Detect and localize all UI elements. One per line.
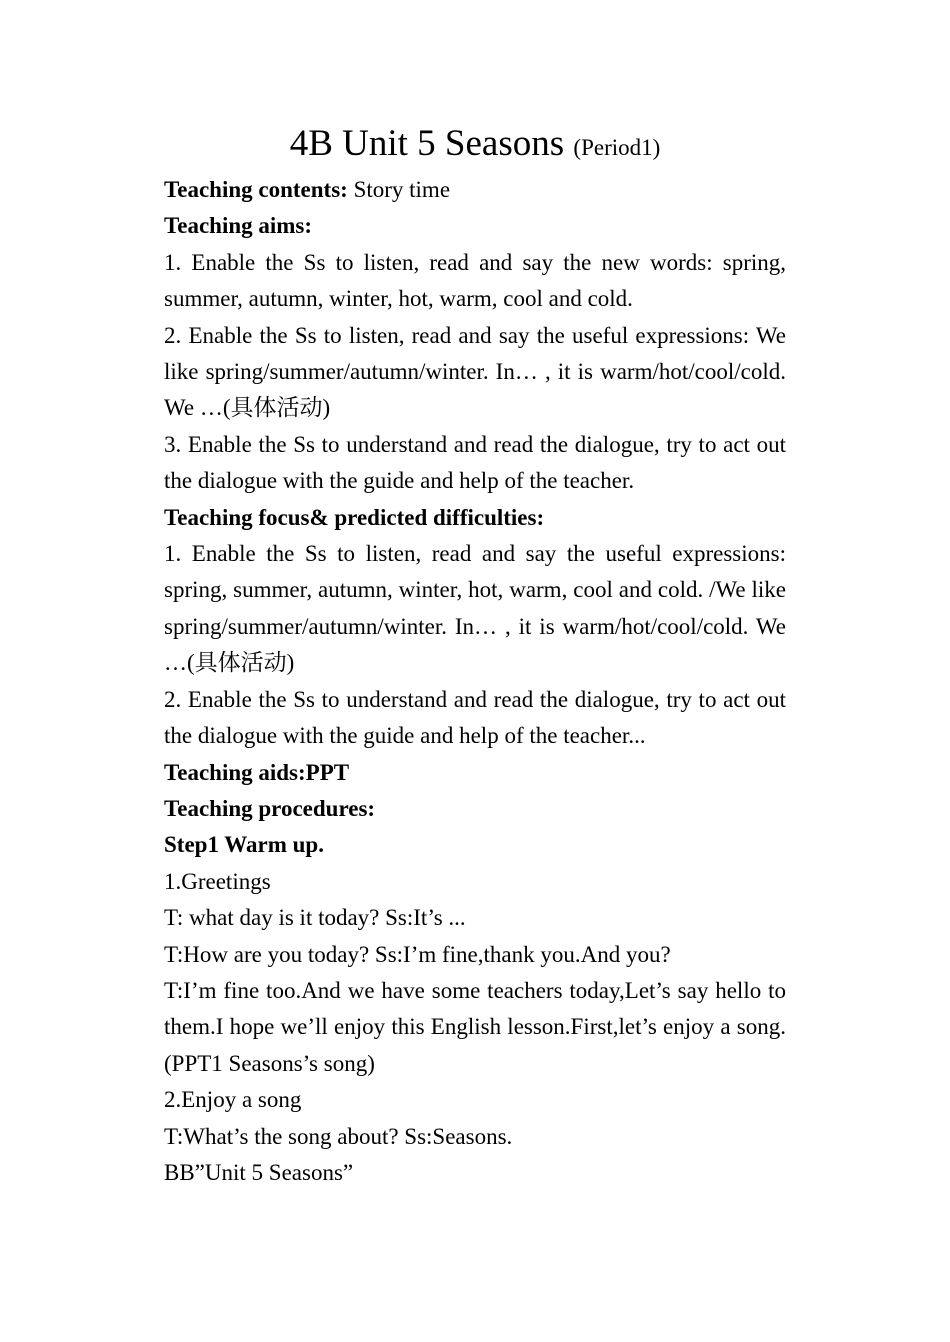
step1-line: BB”Unit 5 Seasons” — [164, 1159, 354, 1185]
teaching-aim-item: 3. Enable the Ss to understand and read the dialogue, try to act out the dialogue with the guide and help of the teacher. — [164, 431, 786, 494]
title-main: 4B Unit 5 Seasons — [289, 123, 565, 164]
document-title — [164, 118, 786, 174]
step1-heading: Step1 Warm up. — [164, 832, 324, 858]
teaching-contents-label: Teaching contents: — [164, 177, 348, 202]
step1-line: T:I’m fine too.And we have some teachers today,Let’s say hello to them.I hope we’ll enjoy this English lesson.First,let’s enjoy a song.(PPT1 Seasons’s song) — [164, 977, 786, 1076]
step1-line: 2.Enjoy a song — [164, 1087, 302, 1113]
teaching-focus-item: 1. Enable the Ss to listen, read and say the useful expressions: spring, summer, autumn, winter, hot, warm, cool and cold. /We like spring/summer/autumn/winter. In… , it is warm/hot/cool/cold. We …(具体活动) — [164, 541, 786, 676]
teaching-procedures-heading: Teaching procedures: — [164, 795, 376, 821]
teaching-focus-heading: Teaching focus& predicted difficulties: — [164, 504, 545, 530]
step1-line: 1.Greetings — [164, 868, 271, 894]
step1-line: T:What’s the song about? Ss:Seasons. — [164, 1123, 513, 1149]
teaching-aids: Teaching aids:PPT — [164, 759, 350, 785]
teaching-focus-item: 2. Enable the Ss to understand and read the dialogue, try to act out the dialogue with the guide and help of the teacher... — [164, 686, 786, 749]
teaching-aim-item: 2. Enable the Ss to listen, read and say the useful expressions: We like spring/summer/autumn/winter. In… , it is warm/hot/cool/cold. We …(具体活动) — [164, 322, 786, 421]
title-period: (Period1) — [573, 135, 661, 160]
teaching-contents-value: Story time — [353, 177, 451, 202]
step1-line: T:How are you today? Ss:I’m fine,thank you.And you? — [164, 941, 671, 967]
teaching-aim-item: 1. Enable the Ss to listen, read and say the new words: spring, summer, autumn, winter, hot, warm, cool and cold. — [164, 249, 786, 312]
teaching-contents — [164, 172, 786, 208]
teaching-aims-heading: Teaching aims: — [164, 213, 313, 239]
step1-line: T: what day is it today? Ss:It’s ... — [164, 905, 466, 931]
document-body — [164, 118, 786, 1191]
